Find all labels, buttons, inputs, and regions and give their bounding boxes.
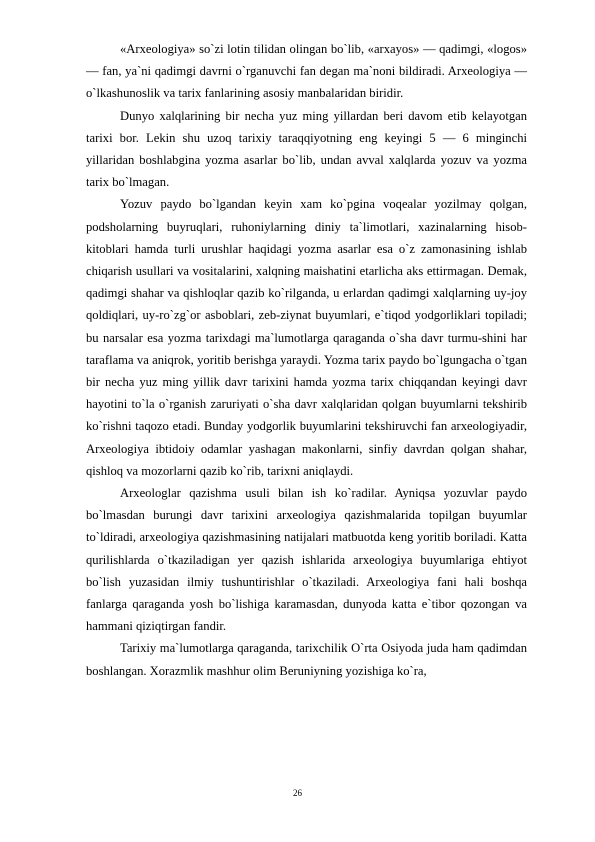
paragraph-central-asia-history: Tarixiy ma`lumotlarga qaraganda, tarixchilik O`rta Osiyoda juda ham qadimdan boshlangan. Xorazmlik mashhur olim Beruniyning yozishiga ko`ra, — [86, 641, 527, 678]
paragraph-written-sources: Yozuv paydo bo`lgandan keyin xam ko`pgina voqealar yozilmay qolgan, podsholarning buyruqlari, ruhoniylarning diniy ta`limotlari, xazinalarning hisob- kitoblari hamda turli urushlar haqidagi yozma asarlar esa o`z zamonasining ishlab chiqarish usullari va vositalarini, xalqning maishatini etarlicha aks ettirmagan. Demak, qadimgi shahar va qishloqlar qazib ko`rilganda, u erlardan qadimgi xalqlarning uy-joy qoldiqlari, uy-ro`zg`or asboblari, zeb-ziynat buyumlari, e`tiqod yodgorliklari topiladi; bu narsalar esa yozma tarixdagi ma`lumotlarga qaraganda o`sha davr turmu-shini har taraflama va aniqrok, yoritib berishga yaraydi. Yozma tarix paydo bo`lgungacha o`tgan bir necha yuz ming yillik davr tarixini hamda yozma tarix chiqqandan keyingi davr hayotini to`la o`rganish zaruriyati o`sha davr xalqlaridan qolgan buyumlarni tekshirib ko`rishni taqozo etadi. Bunday yodgorlik buyumlarini tekshiruvchi fan arxeologiyadir, Arxeologiya ibtidoiy odamlar yashagan makonlarni, sinfiy davrdan qolgan shahar, qishloq va mozorlarni qazib ko`rib, tarixni aniqlaydi. — [86, 197, 527, 478]
paragraph-excavation-method: Arxeologlar qazishma usuli bilan ish ko`radilar. Ayniqsa yozuvlar paydo bo`lmasdan burungi davr tarixini arxeologiya qazishmalarida topilgan buyumlar to`ldiradi, arxeologiya qazishmasining natijalari matbuotda keng yoritib boriladi. Katta qurilishlarda o`tkaziladigan yer qazish ishlarida arxeologiya buyumlariga ehtiyot bo`lish yuzasidan ilmiy tushuntirishlar o`tkaziladi. Arxeologiya fani hali boshqa fanlarga qaraganda yosh bo`lishiga karamasdan, dunyoda katta e`tibor qozongan va hammani qiziqtirgan fandir. — [86, 486, 527, 634]
paragraph-world-history: Dunyo xalqlarining bir necha yuz ming yillardan beri davom etib kelayotgan tarixi bor. Lekin shu uzoq tarixiy taraqqiyotning eng keyingi 5 — 6 minginchi yillaridan boshlabgina yozma asarlar bo`lib, undan avval xalqlarda yozuv va yozma tarix bo`lmagan. — [86, 108, 527, 190]
page-number: 26 — [293, 788, 302, 798]
document-page — [86, 38, 527, 682]
paragraph-arxeologiya-etymology: «Arxeologiya» so`zi lotin tilidan olingan bo`lib, «arxayos» — qadimgi, «logos» — fan, ya`ni qadimgi davrni o`rganuvchi fan degan ma`noni bildiradi. Arxeologiya — o`lkashunoslik va tarix fanlarining asosiy manbalaridan biridir. — [86, 42, 527, 101]
